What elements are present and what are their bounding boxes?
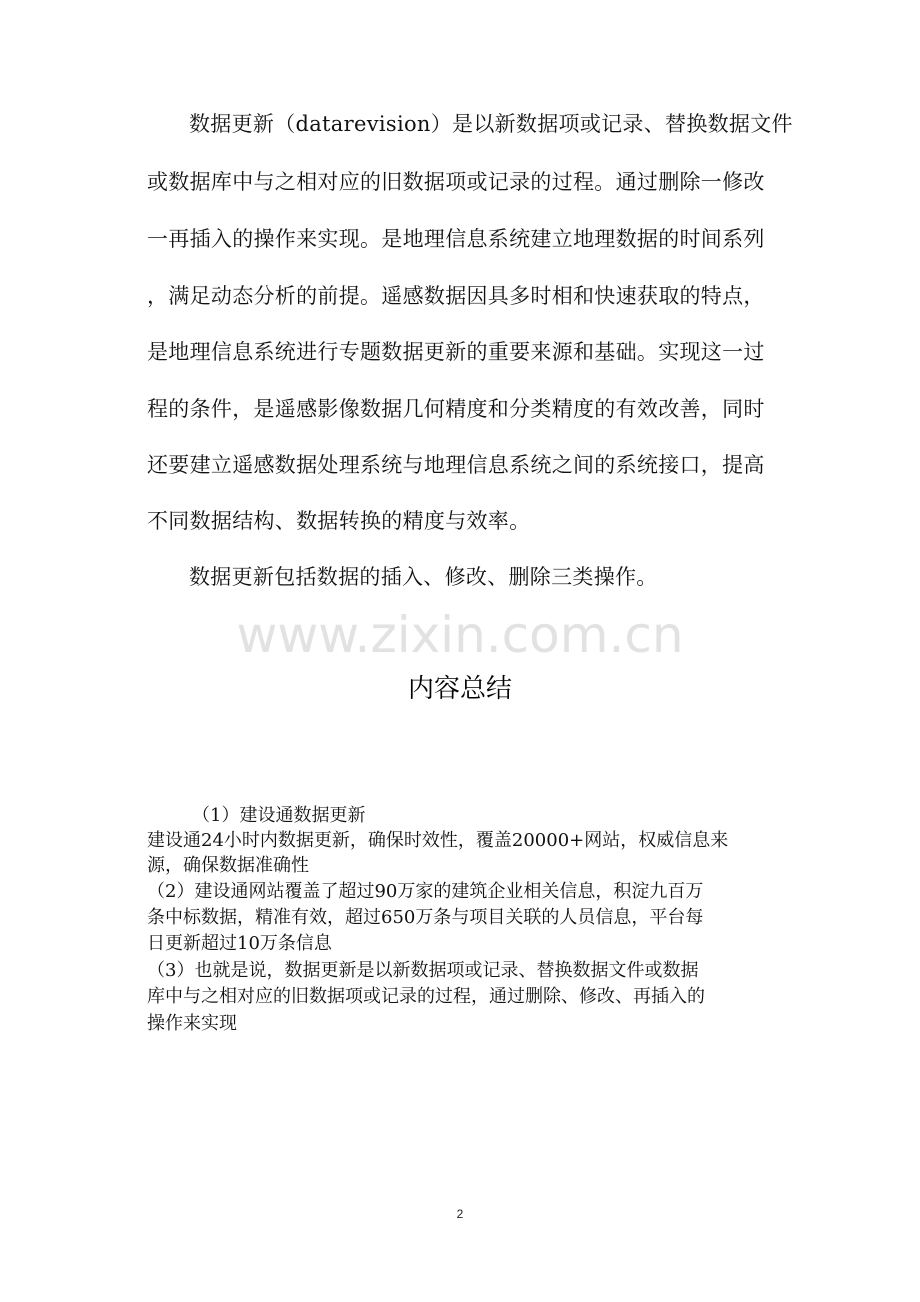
body-line: 数据更新（datarevision）是以新数据项或记录、替换数据文件 [189, 112, 793, 136]
watermark: www.zixin.com.cn [236, 606, 684, 664]
body-line: 数据更新包括数据的插入、修改、删除三类操作。 [189, 565, 658, 589]
body-line: 程的条件，是遥感影像数据几何精度和分类精度的有效改善，同时 [147, 397, 765, 421]
summary-line: 库中与之相对应的旧数据项或记录的过程，通过删除、修改、再插入的 [147, 986, 705, 1007]
summary-title: 内容总结 [407, 674, 512, 704]
body-line: ，满足动态分析的前提。遥感数据因具多时相和快速获取的特点， [147, 284, 765, 308]
summary-line: 日更新超过10万条信息 [147, 933, 332, 954]
body-line: 是地理信息系统进行专题数据更新的重要来源和基础。实现这一过 [147, 340, 765, 364]
summary-line: （2）建设通网站覆盖了超过90万家的建筑企业相关信息，积淀九百万 [147, 881, 704, 902]
summary-line: 建设通24小时内数据更新，确保时效性，覆盖20000+网站，权威信息来 [147, 830, 729, 851]
summary-line: 操作来实现 [147, 1013, 237, 1034]
summary-line: 条中标数据，精准有效，超过650万条与项目关联的人员信息，平台每 [147, 907, 704, 928]
summary-line: （3）也就是说，数据更新是以新数据项或记录、替换数据文件或数据 [147, 960, 699, 981]
summary-line: （1）建设通数据更新 [192, 805, 366, 826]
body-line: 一再插入的操作来实现。是地理信息系统建立地理数据的时间系列 [147, 227, 765, 251]
body-line: 还要建立遥感数据处理系统与地理信息系统之间的系统接口，提高 [147, 453, 765, 477]
page-number: 2 [456, 1207, 464, 1221]
body-line: 不同数据结构、数据转换的精度与效率。 [147, 509, 531, 533]
body-line: 或数据库中与之相对应的旧数据项或记录的过程。通过删除一修改 [147, 170, 765, 194]
summary-line: 源，确保数据准确性 [147, 855, 309, 876]
